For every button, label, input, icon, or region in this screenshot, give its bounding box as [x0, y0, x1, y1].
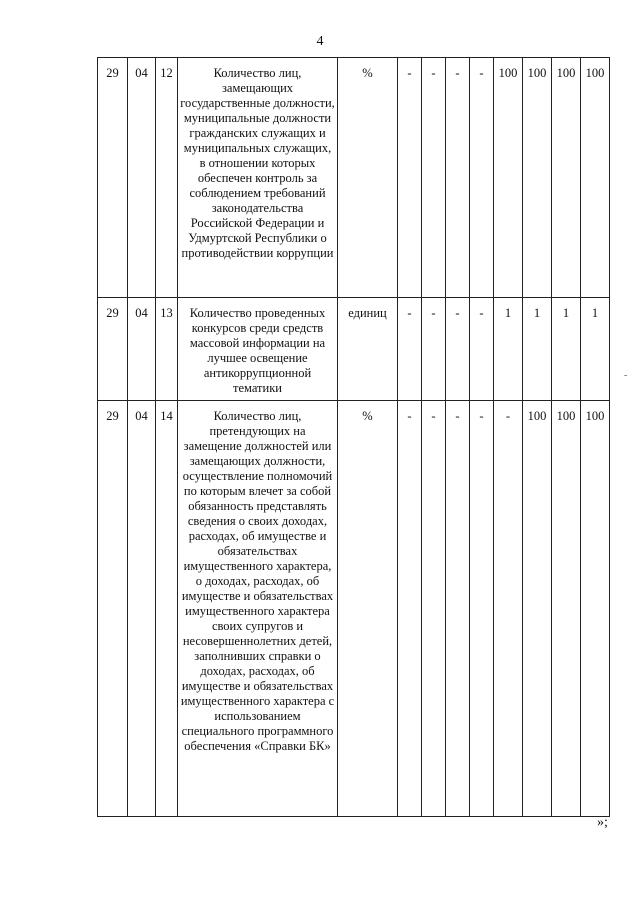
indicators-table	[97, 57, 610, 817]
code-cell: 13	[156, 298, 178, 401]
value-cell: -	[470, 58, 494, 298]
table-row	[98, 58, 610, 298]
table-row	[98, 401, 610, 817]
code-cell: 12	[156, 58, 178, 298]
unit-cell: единиц	[338, 298, 398, 401]
value-cell: -	[422, 298, 446, 401]
value-cell: 1	[581, 298, 610, 401]
code-cell: 29	[98, 298, 128, 401]
indicator-name-cell: Количество лиц, замещающих государственные должности, муниципальные должности гражданских служащих и муниципальных служащих, в отношении которых обеспечен контроль за соблюдением требований законодательства Российской Федерации и Удмуртской Республики о противодействии коррупции	[178, 58, 338, 298]
value-cell: -	[470, 298, 494, 401]
value-cell: 100	[523, 58, 552, 298]
unit-cell: %	[338, 58, 398, 298]
value-cell: -	[422, 58, 446, 298]
value-cell: -	[446, 401, 470, 817]
value-cell: 1	[494, 298, 523, 401]
value-cell: -	[446, 58, 470, 298]
value-cell: 100	[552, 401, 581, 817]
value-cell: 100	[523, 401, 552, 817]
value-cell: -	[494, 401, 523, 817]
value-cell: -	[398, 298, 422, 401]
value-cell: -	[470, 401, 494, 817]
edge-mark: -	[624, 370, 628, 381]
indicator-name-cell: Количество лиц, претендующих на замещение должностей или замещающих должности, осуществление полномочий по которым влечет за собой обязанность представлять сведения о своих доходах, расходах, об имуществе и обязательствах имущественного характера, о доходах, расходах, об имуществе и обязательствах имущественного характера своих супругов и несовершеннолетних детей, заполнивших справки о доходах, расходах, об имуществе и обязательствах имущественного характера с использованием специального программного обеспечения «Справки БК»	[178, 401, 338, 817]
value-cell: 100	[581, 58, 610, 298]
unit-cell: %	[338, 401, 398, 817]
code-cell: 29	[98, 58, 128, 298]
value-cell: -	[446, 298, 470, 401]
value-cell: 100	[581, 401, 610, 817]
value-cell: 1	[523, 298, 552, 401]
code-cell: 04	[128, 298, 156, 401]
page-number: 4	[316, 34, 324, 49]
value-cell: -	[398, 401, 422, 817]
value-cell: 1	[552, 298, 581, 401]
value-cell: -	[398, 58, 422, 298]
code-cell: 04	[128, 58, 156, 298]
indicator-name-cell: Количество проведенных конкурсов среди средств массовой информации на лучшее освещение антикоррупционной тематики	[178, 298, 338, 401]
table-row	[98, 298, 610, 401]
value-cell: 100	[494, 58, 523, 298]
value-cell: 100	[552, 58, 581, 298]
value-cell: -	[422, 401, 446, 817]
code-cell: 04	[128, 401, 156, 817]
closing-quote-mark: »;	[597, 815, 608, 830]
code-cell: 29	[98, 401, 128, 817]
code-cell: 14	[156, 401, 178, 817]
